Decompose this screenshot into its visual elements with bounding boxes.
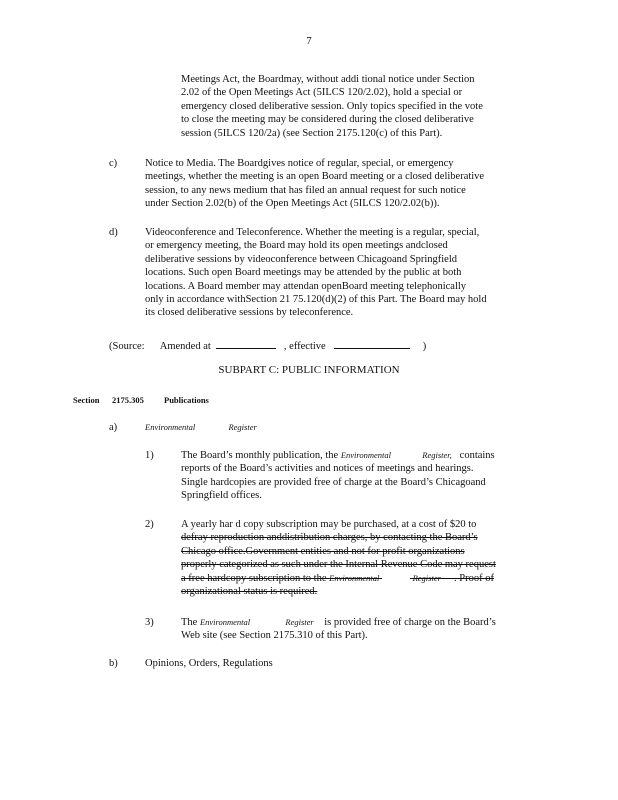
item-c-paragraph [145, 157, 484, 211]
source-amended: Amended at [159, 341, 211, 352]
text-line: Meetings Act, the Boardmay, without addi tional notice under Section [181, 74, 475, 85]
sub3-before: The [181, 617, 198, 628]
text-line [181, 616, 496, 629]
sub3-paragraph [181, 616, 496, 643]
item-a-marker: a) [109, 422, 118, 433]
text-line: A yearly har d copy subscription may be purchased, at a cost of $20 to [181, 519, 477, 530]
sub1-marker: 1) [145, 450, 154, 461]
struck-line: defray reproduction anddistribution charges, by contacting the Board’s [181, 532, 478, 544]
amended-blank [216, 338, 276, 349]
section-label: Section [73, 395, 100, 405]
sub2-paragraph [181, 518, 496, 598]
text-line: its closed deliberative sessions by teleconference. [145, 307, 354, 319]
struck-line: properly categorized as such under the Internal Revenue Code may request [181, 559, 496, 571]
text-line: Notice to Media. The Boardgives notice of regular, special, or emergency [145, 158, 454, 169]
text-line: Single hardcopies are provided free of charge at the Board’s Chicagoand [181, 476, 486, 488]
sub1-italic1: Environmental [340, 450, 392, 460]
struck-line: Chicago office.Government entities and not for profit organizations [181, 545, 465, 557]
page-number: 7 [306, 35, 312, 47]
effective-blank [334, 338, 410, 349]
text-line [181, 449, 495, 462]
text-line: or emergency meeting, the Board may hold its open meetings andclosed [145, 240, 448, 252]
item-a-title-part1: Environmental [145, 422, 196, 432]
text-line: only in accordance withSection 21 75.120(d)(2) of this Part. The Board may hold [145, 294, 487, 306]
struck-italic2: Register [412, 572, 441, 583]
item-d-marker: d) [109, 227, 118, 238]
sub3-after: is provided free of charge on the Board’s [324, 617, 496, 628]
item-c-marker: c) [109, 158, 118, 169]
item-a-title [145, 421, 257, 434]
struck-line: organizational status is required. [181, 586, 318, 598]
item-b-text: Opinions, Orders, Regulations [145, 658, 273, 669]
text-line: deliberative sessions by videoconference between Chicagoand Springfield [145, 253, 457, 265]
source-close: ) [422, 341, 427, 352]
sub2-marker: 2) [145, 519, 154, 530]
struck-italic1: Environmental [329, 572, 380, 583]
text-line: emergency closed deliberative session. Only topics specified in the vote [181, 100, 483, 112]
text-line: locations. A Board member may attendan openBoard meeting telephonically [145, 280, 467, 292]
struck-text: a free hardcopy subscription to the [181, 572, 327, 584]
item-a-title-part2: Register [228, 422, 257, 432]
item-b-marker: b) [109, 658, 118, 669]
text-line: under Section 2.02(b) of the Open Meetings Act (5ILCS 120/2.02(b)). [145, 198, 440, 210]
source-line [109, 338, 426, 353]
source-effective: , effective [283, 341, 326, 352]
item-d-paragraph [145, 226, 487, 320]
section-number: 2175.305 [112, 395, 144, 405]
text-line: Springfield offices. [181, 490, 262, 502]
section-title: Publications [164, 395, 209, 405]
text-line: Videoconference and Teleconference. Whether the meeting is a regular, special, [145, 227, 480, 238]
struck-after: . Proof of [454, 572, 494, 584]
continuation-paragraph [181, 73, 483, 140]
sub3-italic2: Register [285, 617, 314, 627]
source-prefix: (Source: [109, 341, 145, 352]
struck-line [181, 572, 496, 585]
text-line: meetings, whether the meeting is an open Board meeting or a closed deliberative [145, 171, 485, 183]
sub3-italic1: Environmental [199, 617, 251, 627]
sub1-line1-after: contains [459, 450, 495, 461]
text-line: session (5ILCS 120/2a) (see Section 2175.120(c) of this Part). [181, 127, 443, 139]
sub1-line1-before: The Board’s monthly publication, the [181, 450, 339, 461]
text-line: Web site (see Section 2175.310 of this Part). [181, 630, 368, 642]
sub3-marker: 3) [145, 617, 154, 628]
text-line: session, to any news medium that has filed an annual request for such notice [145, 184, 466, 196]
subpart-heading: SUBPART C: PUBLIC INFORMATION [218, 364, 400, 376]
sub1-paragraph [181, 449, 495, 503]
text-line: 2.02 of the Open Meetings Act (5ILCS 120/2.02), hold a special or [181, 87, 463, 99]
text-line: to close the meeting may be considered during the closed deliberative [181, 114, 474, 126]
text-line: locations. Such open Board meetings may be attended by the public at both [145, 267, 462, 279]
source-note [109, 338, 426, 353]
sub1-italic2: Register, [422, 450, 452, 460]
text-line: reports of the Board’s activities and notices of meetings and hearings. [181, 463, 474, 475]
